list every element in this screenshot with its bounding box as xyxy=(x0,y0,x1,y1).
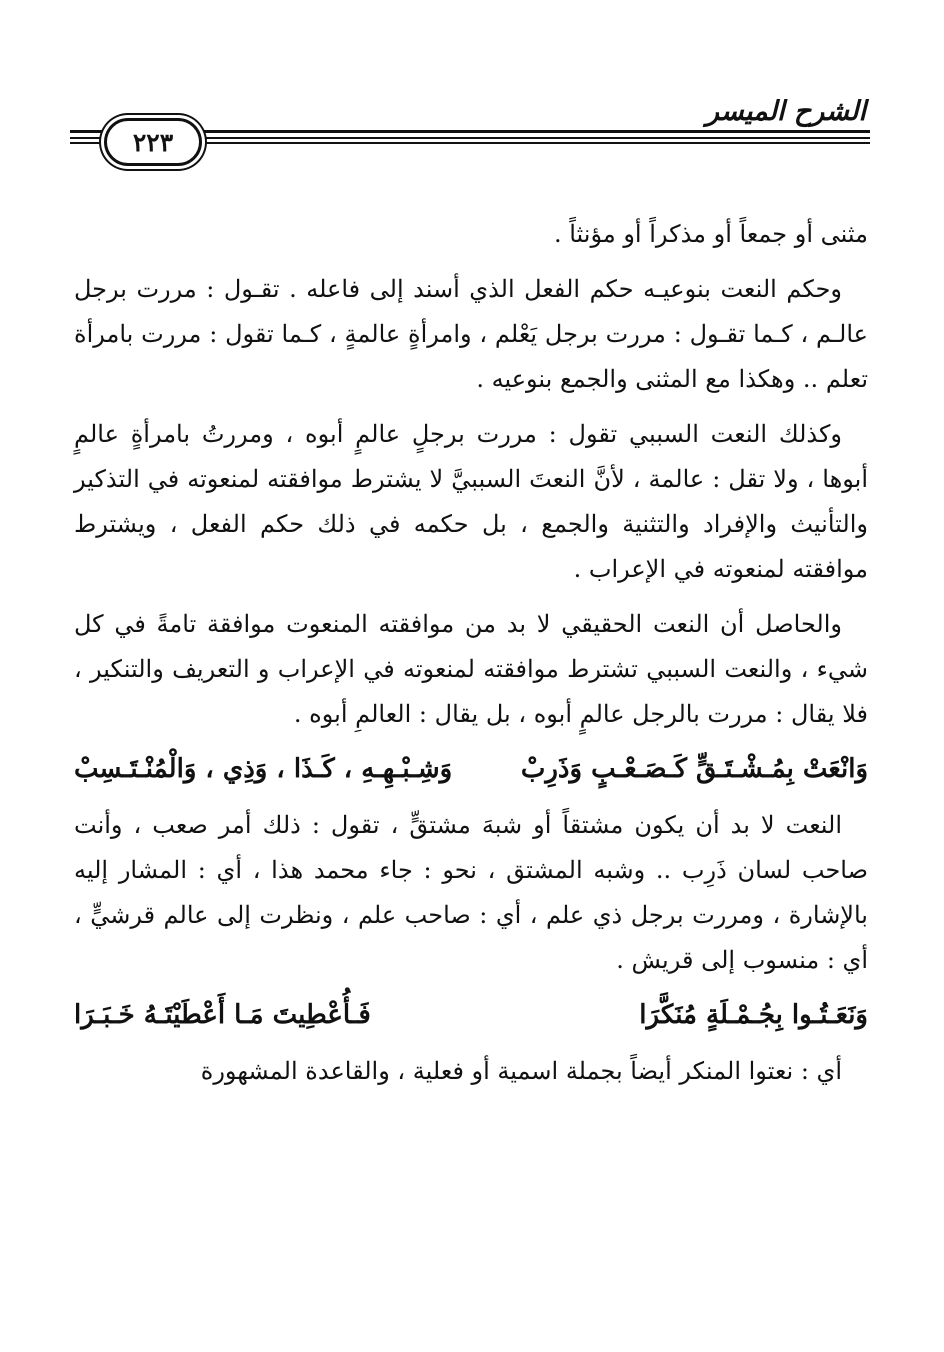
header-rule xyxy=(190,130,870,133)
header-rule xyxy=(70,130,110,133)
verse-line xyxy=(74,993,868,1037)
verse-hemistich: وَشِـبْـهِـهِ ، كَـذَا ، وَذِي ، وَالْمُنْـتَـسِبْ xyxy=(74,754,453,784)
verse-hemistich: وَنَعَـتُـوا بِجُـمْـلَةٍ مُنَكَّرَا xyxy=(639,1000,868,1030)
paragraph: وحكم النعت بنوعيـه حكم الفعل الذي أسند إلى فاعله . تقـول : مررت برجل عالـم ، كـما تقـول : مررت برجل يَعْلم ، وامرأةٍ عالمةٍ ، كـما تقول : مررت بامرأة تعلم .. وهكذا مع المثنى والجمع بنوعيه . xyxy=(74,275,868,393)
paragraph: النعت لا بد أن يكون مشتقاً أو شبهَ مشتقٍّ ، تقول : ذلك أمر صعب ، وأنت صاحب لسان ذَرِب .. وشبه المشتق ، نحو : جاء محمد هذا ، أي : المشار إليه بالإشارة ، ومررت برجل ذي علم ، أي : صاحب علم ، ونظرت إلى عالم قرشيٍّ ، أي : منسوب إلى قريش . xyxy=(74,811,868,974)
book-title: الشرح الميسر xyxy=(705,96,866,127)
header-rule xyxy=(190,142,870,144)
header-rule xyxy=(190,137,870,139)
verse-hemistich: فَـأُعْطِيتَ مَـا أَعْطَيْتَـهُ خَـبَـرَا xyxy=(74,1000,371,1030)
verse-hemistich: وَانْعَتْ بِمُـشْـتَـقٍّ كَـصَـعْـبٍ وَذَرِبْ xyxy=(520,754,868,784)
paragraph: وكذلك النعت السببي تقول : مررت برجلٍ عالمٍ أبوه ، ومررتُ بامرأةٍ عالمٍ أبوها ، ولا تقل : عالمة ، لأنَّ النعتَ السببيَّ لا يشترط موافقته لمنعوته في التذكير والتأنيث والإفراد والتثنية والجمع ، بل حكمه في ذلك حكم الفعل ، ويشترط موافقته لمنعوته في الإعراب . xyxy=(74,420,868,583)
paragraph: مثنى أو جمعاً أو مذكراً أو مؤنثاً . xyxy=(553,220,868,248)
paragraph: أي : نعتوا المنكر أيضاً بجملة اسمية أو فعلية ، والقاعدة المشهورة xyxy=(200,1057,842,1085)
verse-line xyxy=(74,747,868,791)
page-number: ٢٢٣ xyxy=(104,118,202,166)
page-header xyxy=(70,96,870,166)
paragraph: والحاصل أن النعت الحقيقي لا بد من موافقته المنعوت موافقة تامةً في كل شيء ، والنعت السببي تشترط موافقته لمنعوته في الإعراب و التعريف والتنكير ، فلا يقال : مررت بالرجل عالمٍ أبوه ، بل يقال : العالمِ أبوه . xyxy=(74,610,868,728)
page-body xyxy=(74,212,868,1104)
